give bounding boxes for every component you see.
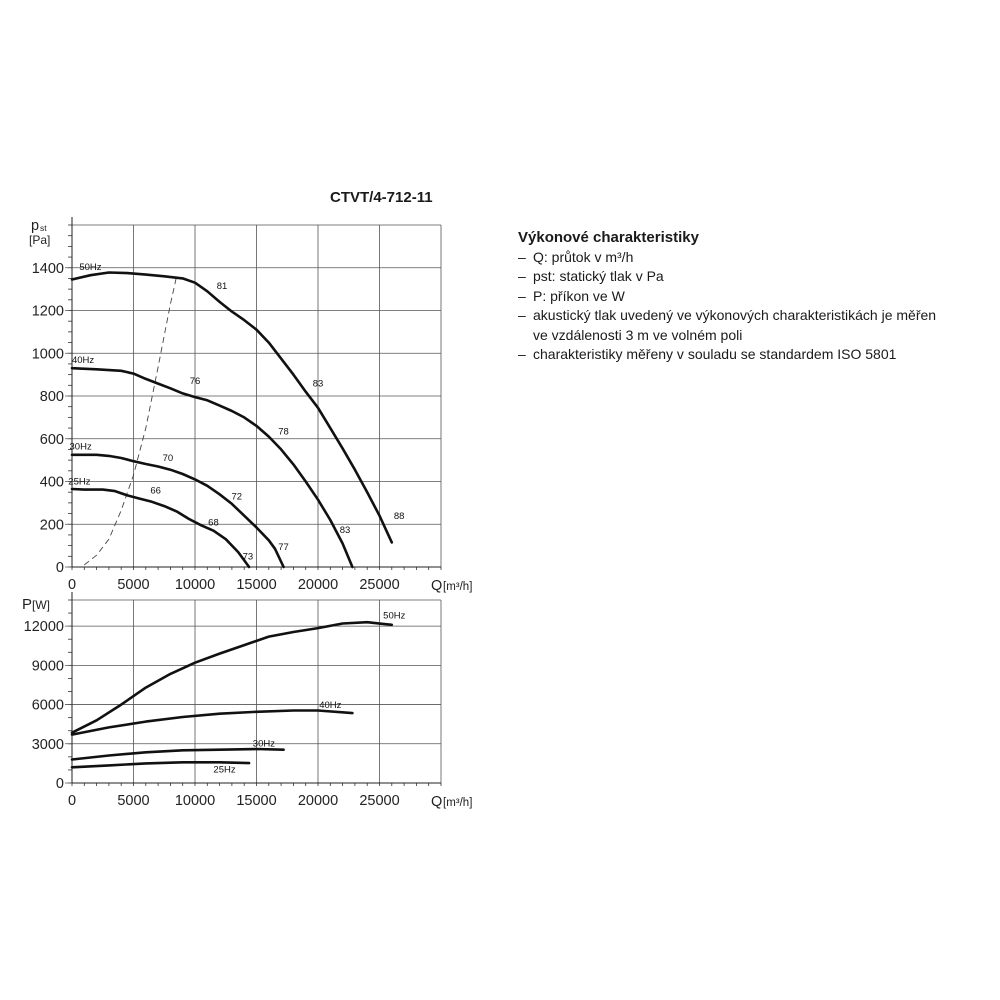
- legend-panel: [518, 228, 998, 365]
- curve-annotation: 83: [312, 378, 324, 390]
- legend-item-iso: – charakteristiky měřeny v souladu se standardem ISO 5801: [518, 346, 897, 362]
- curve-annotation: 25Hz: [68, 476, 91, 488]
- y-tick-label: 3000: [31, 736, 64, 753]
- legend-item-text: pst: statický tlak v Pa: [533, 268, 664, 284]
- x-tick-label: 0: [67, 577, 77, 593]
- curve-annotation: 66: [150, 485, 161, 497]
- y-axis-label: P: [22, 596, 33, 613]
- legend-item-acoustic-cont: [518, 326, 998, 346]
- legend-item-p: – P: příkon ve W: [518, 287, 625, 304]
- legend-item-text: Q: průtok v m³/h: [533, 248, 634, 265]
- series-line-50hz: [72, 622, 392, 733]
- curve-annotation: 70: [162, 453, 174, 465]
- x-tick-label: 10000: [174, 577, 216, 593]
- y-tick-label: 12000: [23, 619, 64, 636]
- chart-title: CTVT/4-712-11: [330, 189, 433, 206]
- y-tick-label: 1200: [31, 303, 64, 320]
- x-tick-label: 5000: [117, 793, 150, 809]
- x-tick-label: 20000: [297, 793, 339, 809]
- series-line-40hz: [72, 711, 352, 735]
- curve-annotation: 68: [208, 517, 219, 529]
- curve-annotation: 30Hz: [69, 441, 92, 453]
- pressure-chart: [29, 217, 472, 594]
- y-tick-label: 9000: [31, 658, 64, 675]
- y-tick-label: 200: [39, 517, 64, 534]
- y-axis-unit: [Pa]: [29, 233, 51, 247]
- curve-annotation: 50Hz: [79, 261, 102, 273]
- x-tick-label: 15000: [236, 577, 277, 593]
- curve-annotation: 78: [278, 426, 289, 438]
- legend-heading: Výkonové charakteristiky: [518, 229, 699, 246]
- curve-annotation: 50Hz: [383, 610, 406, 622]
- legend-item-q: – Q: průtok v m³/h: [518, 248, 634, 265]
- curve-annotation: 25Hz: [213, 764, 236, 776]
- power-chart: [22, 592, 472, 810]
- x-tick-label: 25000: [359, 793, 400, 809]
- y-tick-label: 1400: [31, 260, 64, 277]
- x-tick-label: 5000: [117, 577, 150, 593]
- y-tick-label: 600: [39, 431, 64, 448]
- legend-item-text: akustický tlak uvedený ve výkonových charakteristikách je měřen: [533, 307, 937, 323]
- x-axis-label: Q: [431, 794, 443, 810]
- curve-annotation: 76: [189, 376, 201, 388]
- curve-annotation: 83: [339, 524, 351, 536]
- y-axis-label-sub: st: [40, 223, 47, 233]
- x-tick-label: 10000: [174, 793, 216, 809]
- x-tick-label: 0: [67, 793, 77, 809]
- x-tick-label: 15000: [236, 793, 277, 809]
- y-tick-label: 400: [39, 474, 64, 491]
- y-tick-label: 0: [55, 776, 64, 792]
- x-axis-unit: [m³/h]: [443, 797, 473, 809]
- curve-annotation: 88: [393, 510, 405, 522]
- y-tick-label: 800: [39, 389, 64, 405]
- curve-annotation: 40Hz: [71, 354, 95, 366]
- curve-annotation: 81: [216, 281, 228, 293]
- y-axis-unit: [W]: [32, 598, 50, 612]
- curve-annotation: 77: [278, 541, 289, 553]
- legend-item-text: P: příkon ve W: [533, 287, 625, 304]
- curve-annotation: 73: [242, 551, 254, 563]
- curve-annotation: 30Hz: [252, 738, 275, 750]
- legend-item-text: charakteristiky měřeny v souladu se standardem ISO 5801: [533, 346, 897, 362]
- x-tick-label: 25000: [359, 577, 400, 593]
- y-tick-label: 0: [55, 560, 64, 576]
- curve-annotation: 40Hz: [319, 699, 342, 711]
- system-curve: [84, 276, 176, 565]
- legend-item-pst: – pst: statický tlak v Pa: [518, 268, 664, 284]
- curve-annotation: 72: [231, 491, 243, 503]
- y-axis-label: p: [31, 218, 40, 234]
- series-line-25hz: [72, 489, 249, 567]
- legend-item-acoustic: – akustický tlak uvedený ve výkonových charakteristikách je měřen: [518, 307, 937, 323]
- y-tick-label: 1000: [31, 346, 64, 363]
- x-axis-label: Q: [431, 578, 443, 594]
- series-line-30hz: [72, 749, 284, 760]
- legend-item-text: ve vzdálenosti 3 m ve volném poli: [533, 326, 743, 343]
- x-tick-label: 20000: [297, 577, 339, 593]
- y-tick-label: 6000: [31, 697, 64, 714]
- x-axis-unit: [m³/h]: [443, 581, 473, 593]
